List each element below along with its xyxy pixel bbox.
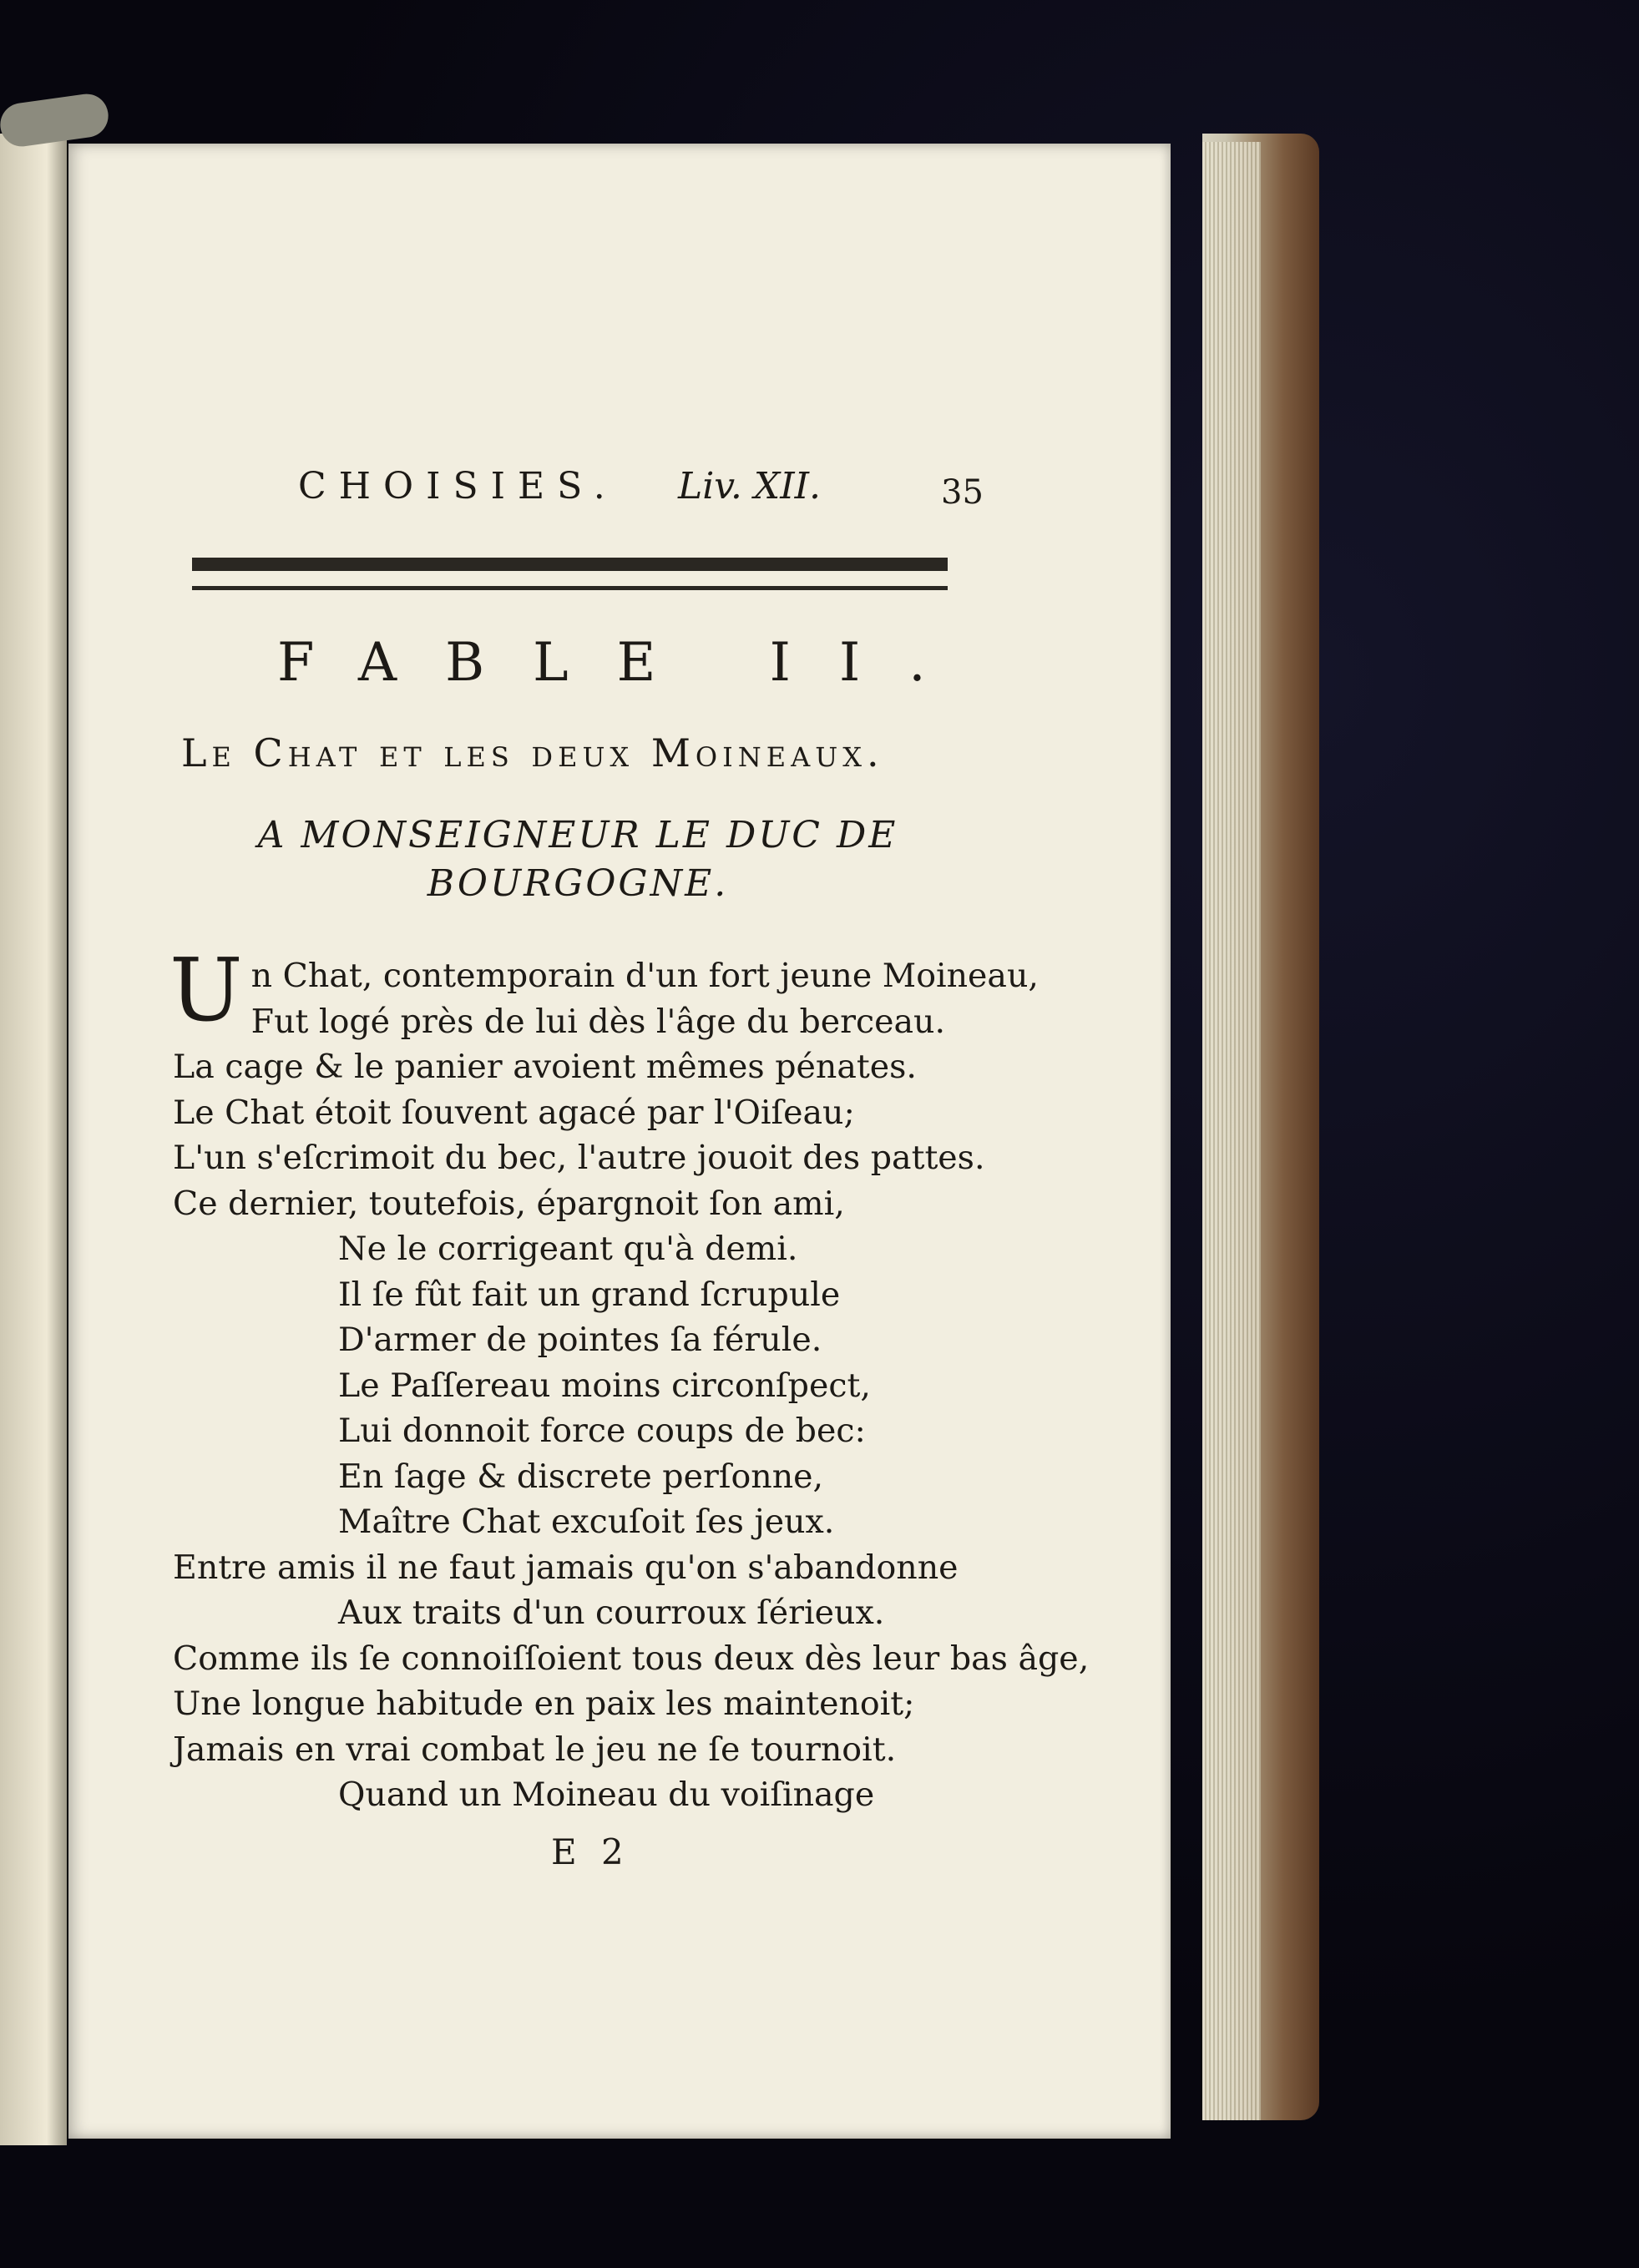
poem-line: Il ſe fût fait un grand ſcrupule [338, 1275, 841, 1314]
first-line-text: n Chat, contemporain d'un fort jeune Moineau, [250, 957, 1039, 995]
poem [169, 939, 1090, 1818]
poem-line: D'armer de pointes ſa férule. [338, 1321, 822, 1359]
poem-line: Une longue habitude en paix les maintenoit; [173, 1685, 915, 1723]
fable-number: FABLE II. [277, 632, 974, 694]
poem-line: Aux traits d'un courroux ſérieux. [338, 1594, 885, 1632]
poem-line: La cage & le panier avoient mêmes pénates. [173, 1048, 917, 1086]
poem-line: Maître Chat excuſoit ſes jeux. [338, 1503, 835, 1541]
poem-line: Jamais en vrai combat le jeu ne ſe tournoit. [173, 1730, 897, 1769]
facing-page-edge [0, 134, 67, 2145]
poem-line: Entre amis il ne faut jamais qu'on s'abandonne [173, 1548, 959, 1587]
header-rule-thin [192, 586, 948, 590]
fable-title: Le Chat et les deux Moineaux. [181, 730, 884, 775]
poem-line: Ne le corrigeant qu'à demi. [338, 1230, 798, 1268]
poem-lines [173, 999, 1090, 1818]
header-rule-thick [192, 558, 948, 571]
poem-line: En ſage & discrete perſonne, [338, 1457, 824, 1496]
poem-line: Comme ils ſe connoiſſoient tous deux dès leur bas âge, [173, 1639, 1090, 1678]
poem-line: Quand un Moineau du voiſinage [338, 1776, 875, 1814]
book-page [68, 144, 1171, 2139]
dedication: A MONSEIGNEUR LE DUC DE BOURGOGNE. [257, 814, 898, 905]
poem-line: Le Paſſereau moins circonſpect, [338, 1366, 871, 1405]
poem-line: Lui donnoit force coups de bec: [338, 1412, 866, 1450]
running-head-title: CHOISIES. [298, 465, 618, 508]
poem-line: Fut logé près de lui dès l'âge du berceau. [250, 1002, 946, 1041]
page-edges [1202, 142, 1261, 2120]
drop-cap: U [169, 939, 243, 1041]
signature-mark: E 2 [551, 1831, 630, 1872]
page-number: 35 [941, 473, 984, 512]
running-head-book: Liv. XII. [678, 465, 821, 508]
running-head [298, 465, 983, 515]
poem-line: L'un s'eſcrimoit du bec, l'autre jouoit des pattes. [173, 1139, 985, 1177]
poem-line: Le Chat étoit ſouvent agacé par l'Oiſeau; [173, 1093, 855, 1132]
poem-line: Ce dernier, toutefois, épargnoit ſon ami, [173, 1184, 845, 1223]
